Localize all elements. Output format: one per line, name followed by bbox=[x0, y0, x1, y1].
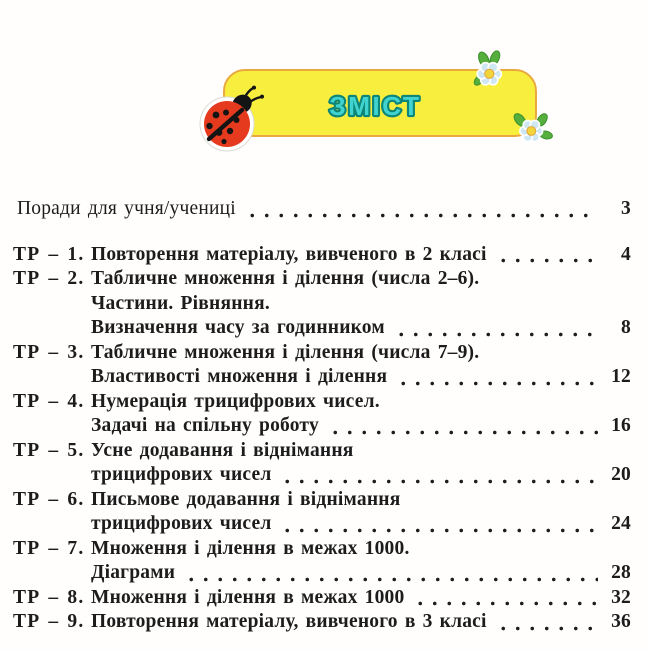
toc-row bbox=[13, 365, 631, 390]
toc-row bbox=[13, 488, 631, 513]
toc-entry-label: ТР – 7. bbox=[13, 537, 85, 559]
page-number: 3 bbox=[621, 198, 631, 219]
toc-entry-label: ТР – 3. bbox=[13, 341, 85, 363]
toc-row bbox=[13, 390, 631, 415]
toc-row bbox=[13, 610, 631, 635]
toc-row bbox=[13, 414, 631, 439]
toc-row bbox=[13, 586, 631, 611]
page-number: 8 bbox=[621, 317, 631, 338]
toc-entry-text: Табличне множення і ділення (числа 2–6). bbox=[91, 268, 480, 289]
flower-icon bbox=[472, 50, 508, 90]
toc-entry-text: Частини. Рівняння. bbox=[91, 292, 270, 314]
toc-row bbox=[13, 561, 631, 586]
toc-entry-text: Повторення матеріалу, вивченого в 3 класі bbox=[91, 611, 487, 632]
dots-leader bbox=[392, 365, 600, 390]
toc-entry-text: Табличне множення і ділення (числа 7–9). bbox=[91, 341, 480, 363]
toc-row bbox=[13, 243, 631, 268]
toc-entry-text: Діаграми bbox=[91, 562, 176, 583]
toc-row bbox=[13, 316, 631, 341]
page-number: 16 bbox=[611, 415, 631, 436]
toc-entry-text: трицифрових чисел bbox=[91, 513, 272, 534]
page-title-text: ЗМІСТ bbox=[329, 91, 422, 122]
toc-row bbox=[13, 439, 631, 464]
dots-leader bbox=[276, 463, 600, 488]
page-number: 4 bbox=[621, 243, 631, 265]
toc-entry-text: Усне додавання і віднімання bbox=[91, 439, 354, 461]
dots-leader bbox=[492, 243, 600, 268]
dots-leader bbox=[492, 610, 600, 635]
toc-row bbox=[13, 341, 631, 366]
toc-entry-label: ТР – 6. bbox=[13, 488, 85, 510]
page-number: 32 bbox=[611, 586, 631, 608]
page-number: 28 bbox=[611, 562, 631, 583]
toc-entry-label: ТР – 4. bbox=[13, 390, 85, 412]
toc-row bbox=[13, 463, 631, 488]
toc-entry-text: Властивості множення і ділення bbox=[91, 366, 388, 387]
page-number: 20 bbox=[611, 464, 631, 485]
toc-entry-text: Письмове додавання і віднімання bbox=[91, 488, 401, 510]
flower-icon bbox=[511, 111, 553, 149]
page-number: 36 bbox=[611, 611, 631, 632]
toc-entry-text: трицифрових чисел bbox=[91, 464, 272, 485]
toc-row bbox=[13, 267, 631, 292]
dots-leader bbox=[390, 316, 600, 341]
dots-leader bbox=[180, 561, 600, 586]
toc-entry-label: ТР – 9. bbox=[13, 611, 85, 632]
dots-leader bbox=[241, 197, 600, 222]
toc-entry-text: Повторення матеріалу, вивченого в 2 класі bbox=[91, 243, 487, 265]
ladybug-icon bbox=[194, 85, 268, 155]
toc-list bbox=[13, 197, 631, 635]
dots-leader bbox=[276, 512, 600, 537]
toc-entry-label: ТР – 1. bbox=[13, 243, 85, 265]
page-number: 12 bbox=[611, 366, 631, 387]
dots-leader bbox=[409, 586, 600, 611]
toc-entry-text: Задачі на спільну роботу bbox=[91, 415, 319, 436]
toc-entry-text: Множення і ділення в межах 1000 bbox=[91, 586, 405, 608]
dots-leader bbox=[324, 414, 600, 439]
toc-entry-text: Множення і ділення в межах 1000. bbox=[91, 537, 410, 559]
toc-entry-text: Нумерація трицифрових чисел. bbox=[91, 390, 380, 412]
toc-entry-label: ТР – 8. bbox=[13, 586, 85, 608]
toc-row bbox=[13, 292, 631, 317]
toc-row bbox=[13, 197, 631, 222]
toc-entry-text: Поради для учня/учениці bbox=[17, 198, 236, 219]
page-number: 24 bbox=[611, 513, 631, 534]
toc-row bbox=[13, 537, 631, 562]
toc-entry-text: Визначення часу за годинником bbox=[91, 317, 385, 338]
toc-entry-label: ТР – 5. bbox=[13, 439, 85, 461]
toc-row bbox=[13, 512, 631, 537]
toc-entry-label: ТР – 2. bbox=[13, 268, 85, 289]
